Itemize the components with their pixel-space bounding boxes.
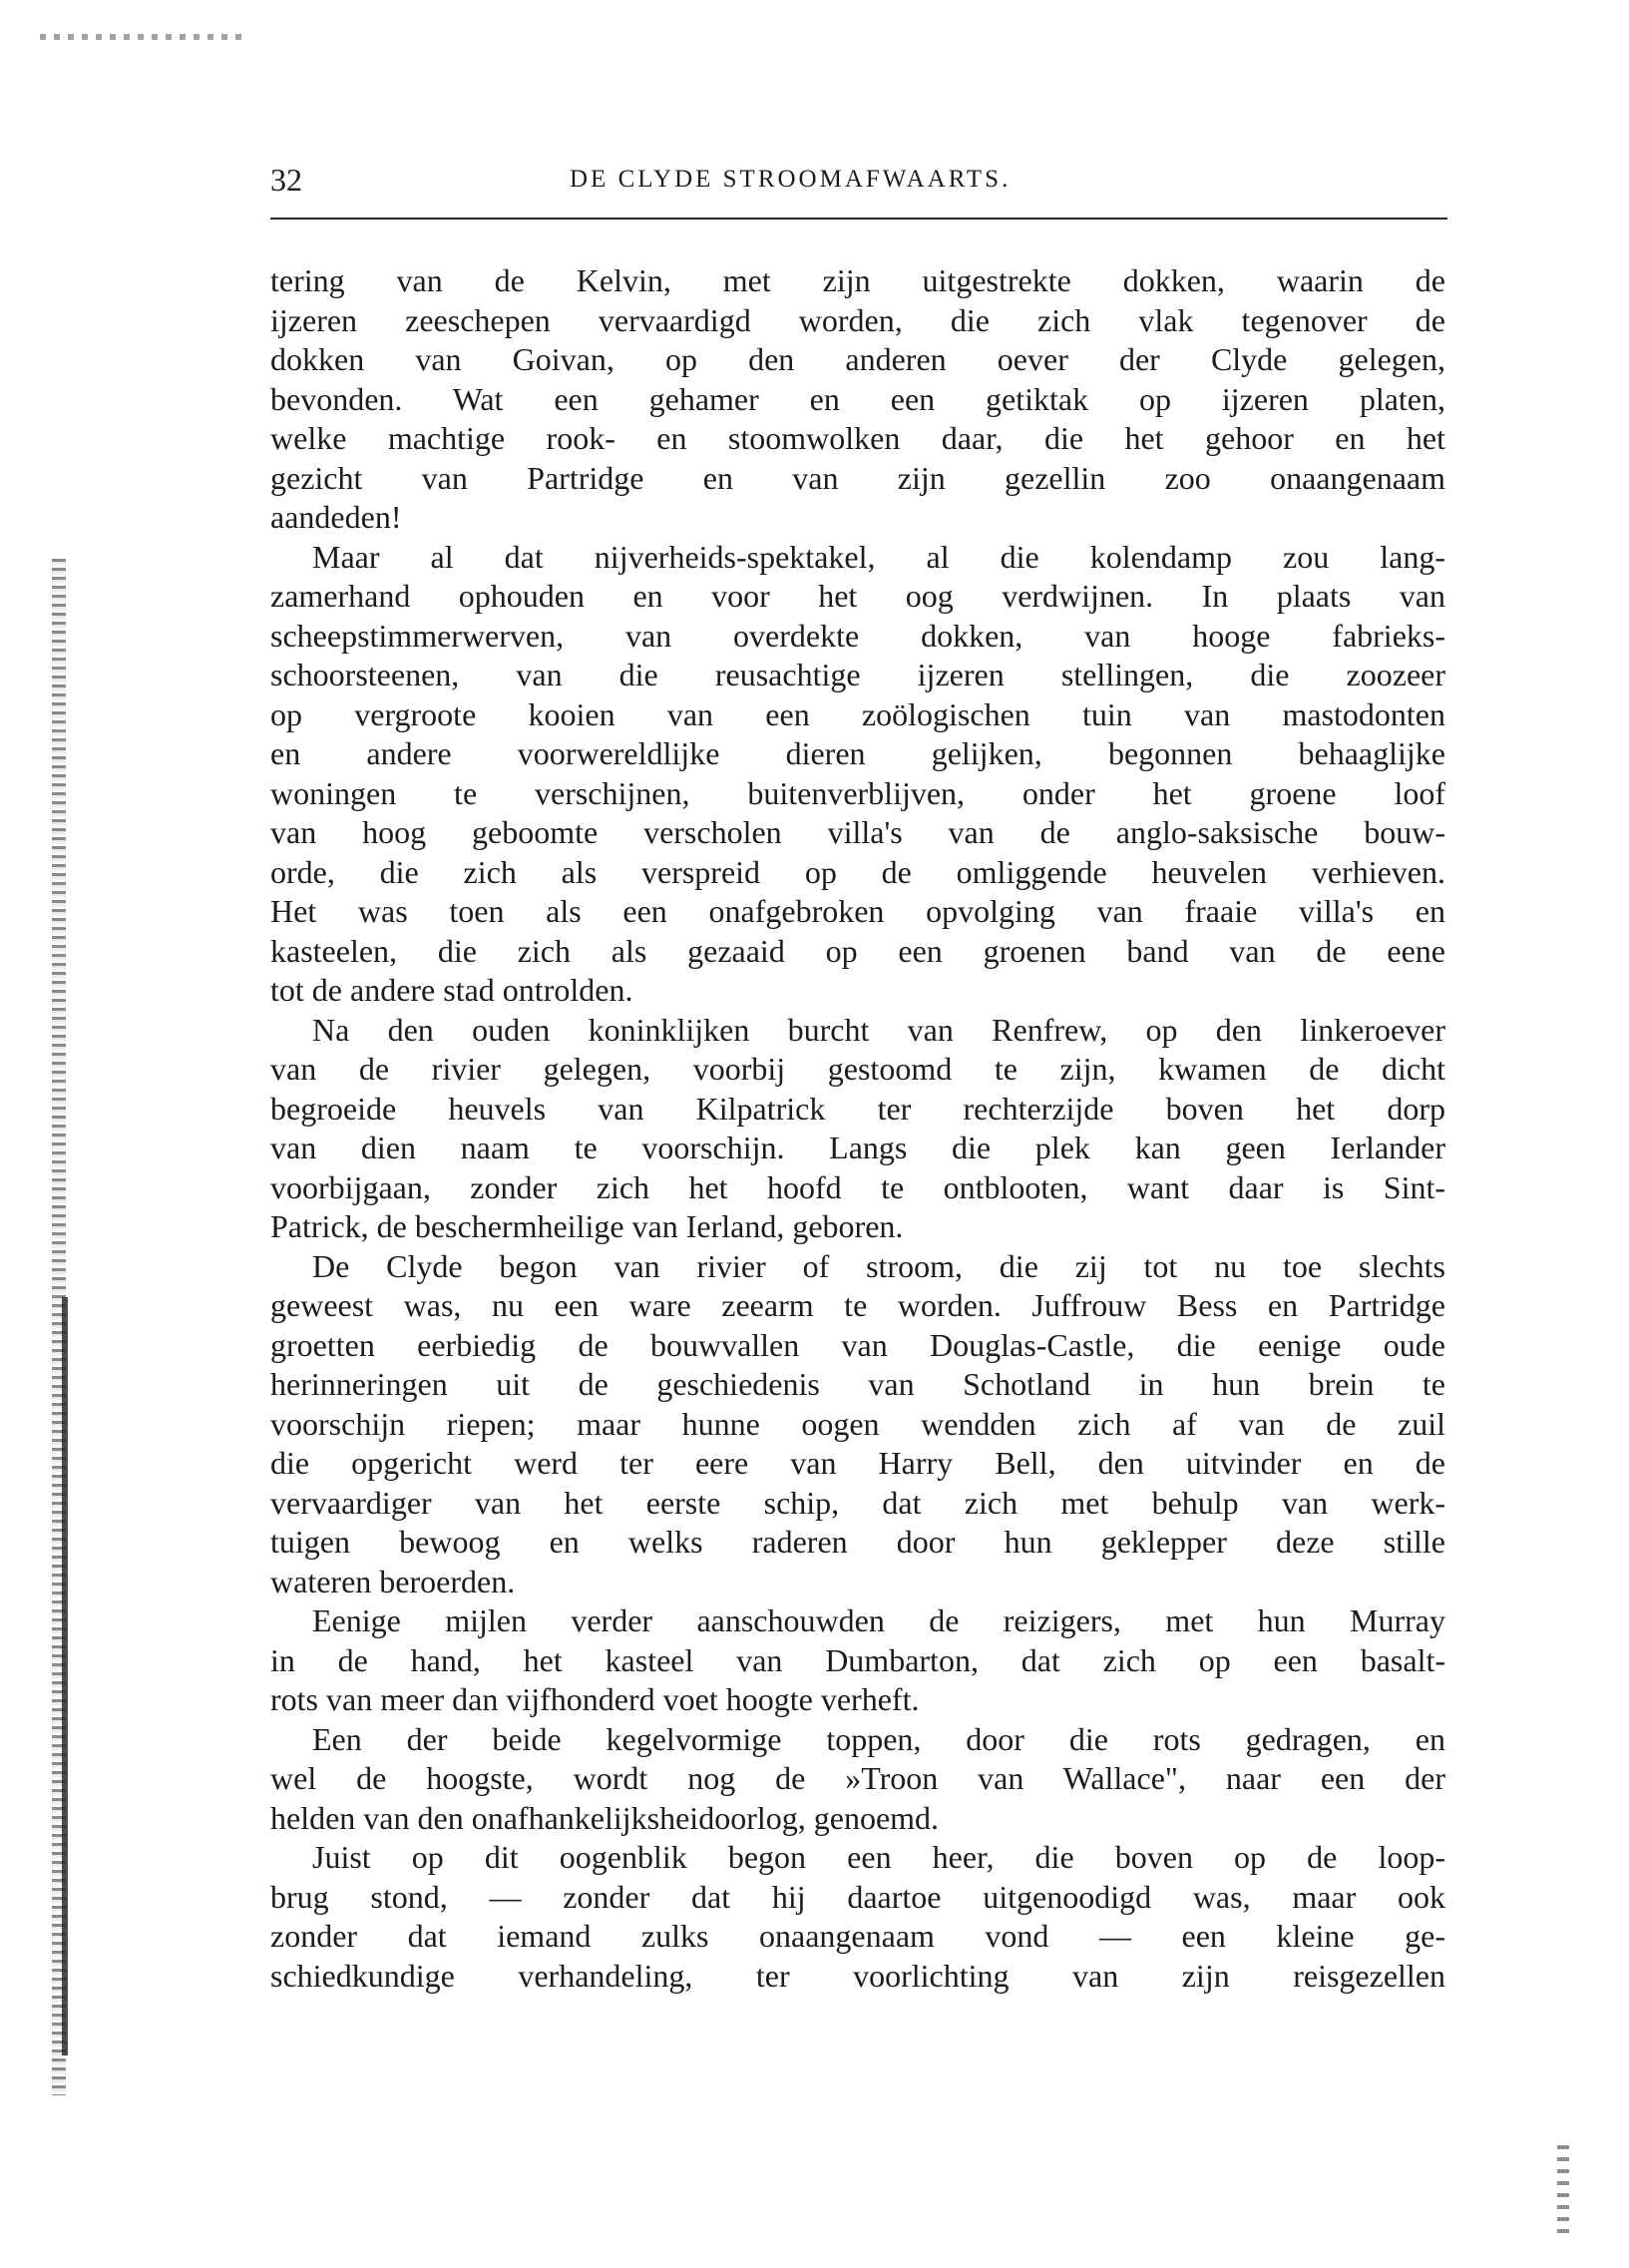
text-line: kasteelen, die zich als gezaaid op een groenen band van de eene — [270, 932, 1445, 969]
text-line: schoorsteenen, van die reusachtige ijzeren stellingen, die zoozeer — [270, 657, 1445, 692]
text-line: in de hand, het kasteel van Dumbarton, dat zich op een basalt- — [270, 1641, 1445, 1678]
text-line: Juist op dit oogenblik begon een heer, die boven op de loop- — [312, 1839, 1445, 1875]
text-line: helden van den onafhankelijksheidoorlog, genoemd. — [270, 1799, 940, 1836]
header-rule — [270, 218, 1447, 220]
text-line: tot de andere stad ontrolden. — [270, 972, 633, 1008]
text-line: van de rivier gelegen, voorbij gestoomd te zijn, kwamen de dicht — [270, 1051, 1445, 1087]
text-line: bevonden. Wat een gehamer en een getiktak op ijzeren platen, — [270, 380, 1445, 417]
text-line: zamerhand ophouden en voor het oog verdwijnen. In plaats van — [270, 578, 1445, 614]
text-line: herinneringen uit de geschiedenis van Schotland in hun brein te — [270, 1366, 1445, 1402]
text-line: Het was toen als een onafgebroken opvolging van fraaie villa's en — [270, 893, 1445, 929]
text-line: Patrick, de beschermheilige van Ierland, geboren. — [270, 1208, 904, 1244]
scan-artifact-top — [40, 34, 249, 40]
body-text — [270, 261, 1445, 1996]
scan-artifact-right — [1557, 2145, 1569, 2235]
text-line: woningen te verschijnen, buitenverblijven, onder het groene loof — [270, 774, 1445, 811]
running-head — [270, 160, 1447, 200]
text-line: van dien naam te voorschijn. Langs die plek kan geen Ierlander — [270, 1130, 1445, 1165]
text-line: en andere voorwereldlijke dieren gelijken, begonnen behaaglijke — [270, 735, 1445, 771]
paragraph — [270, 1720, 1445, 1839]
text-line: Eenige mijlen verder aanschouwden de reizigers, met hun Murray — [312, 1602, 1445, 1638]
text-line: tuigen bewoog en welks raderen door hun geklepper deze stille — [270, 1524, 1445, 1560]
text-line: wel de hoogste, wordt nog de »Troon van Wallace", naar een der — [270, 1760, 1445, 1796]
page-number: 32 — [270, 162, 302, 198]
text-line: geweest was, nu een ware zeearm te worden. Juffrouw Bess en Partridge — [270, 1287, 1445, 1323]
text-line: voorbijgaan, zonder zich het hoofd te ontblooten, want daar is Sint- — [270, 1168, 1445, 1205]
paragraph — [270, 1247, 1445, 1602]
text-line: vervaardiger van het eerste schip, dat zich met behulp van werk- — [270, 1484, 1445, 1521]
text-line: voorschijn riepen; maar hunne oogen wendden zich af van de zuil — [270, 1405, 1445, 1442]
text-line: De Clyde begon van rivier of stroom, die zij tot nu toe slechts — [312, 1247, 1445, 1284]
text-line: zonder dat iemand zulks onaangenaam vond — een kleine ge- — [270, 1918, 1445, 1954]
text-line: die opgericht werd ter eere van Harry Bell, den uitvinder en de — [270, 1445, 1445, 1481]
text-line: rots van meer dan vijfhonderd voet hoogte verheft. — [270, 1681, 920, 1717]
text-line: aandeden! — [270, 499, 402, 535]
paragraph — [270, 1601, 1445, 1720]
paragraph — [270, 1011, 1445, 1247]
text-line: begroeide heuvels van Kilpatrick ter rechterzijde boven het dorp — [270, 1090, 1445, 1127]
text-line: wateren beroerden. — [270, 1563, 516, 1599]
text-line: Maar al dat nijverheids-spektakel, al die kolendamp zou lang- — [312, 538, 1445, 575]
paragraph — [270, 1838, 1445, 1996]
running-title: DE CLYDE STROOMAFWAARTS. — [570, 166, 1012, 193]
text-line: brug stond, — zonder dat hij daartoe uitgenoodigd was, maar ook — [270, 1878, 1445, 1915]
text-line: welke machtige rook- en stoomwolken daar, die het gehoor en het — [270, 420, 1445, 456]
text-line: van hoog geboomte verscholen villa's van de anglo-saksische bouw- — [270, 814, 1445, 850]
text-line: Een der beide kegelvormige toppen, door die rots gedragen, en — [312, 1720, 1445, 1757]
text-line: scheepstimmerwerven, van overdekte dokken, van hooge fabrieks- — [270, 617, 1445, 654]
text-line: orde, die zich als verspreid op de omliggende heuvelen verhieven. — [270, 853, 1445, 890]
scan-artifact-binding-shadow — [62, 1297, 68, 2055]
text-line: gezicht van Partridge en van zijn gezellin zoo onaangenaam — [270, 459, 1445, 496]
text-line: schiedkundige verhandeling, ter voorlichting van zijn reisgezellen — [270, 1957, 1445, 1994]
paragraph — [270, 261, 1445, 538]
text-line: Na den ouden koninklijken burcht van Renfrew, op den linkeroever — [312, 1011, 1445, 1048]
text-line: tering van de Kelvin, met zijn uitgestrekte dokken, waarin de — [270, 262, 1445, 298]
paragraph — [270, 538, 1445, 1011]
text-line: groetten eerbiedig de bouwvallen van Douglas-Castle, die eenige oude — [270, 1326, 1445, 1363]
text-line: dokken van Goivan, op den anderen oever der Clyde gelegen, — [270, 341, 1445, 377]
text-line: ijzeren zeeschepen vervaardigd worden, die zich vlak tegenover de — [270, 301, 1445, 338]
text-line: op vergroote kooien van een zoölogischen tuin van mastodonten — [270, 695, 1445, 732]
